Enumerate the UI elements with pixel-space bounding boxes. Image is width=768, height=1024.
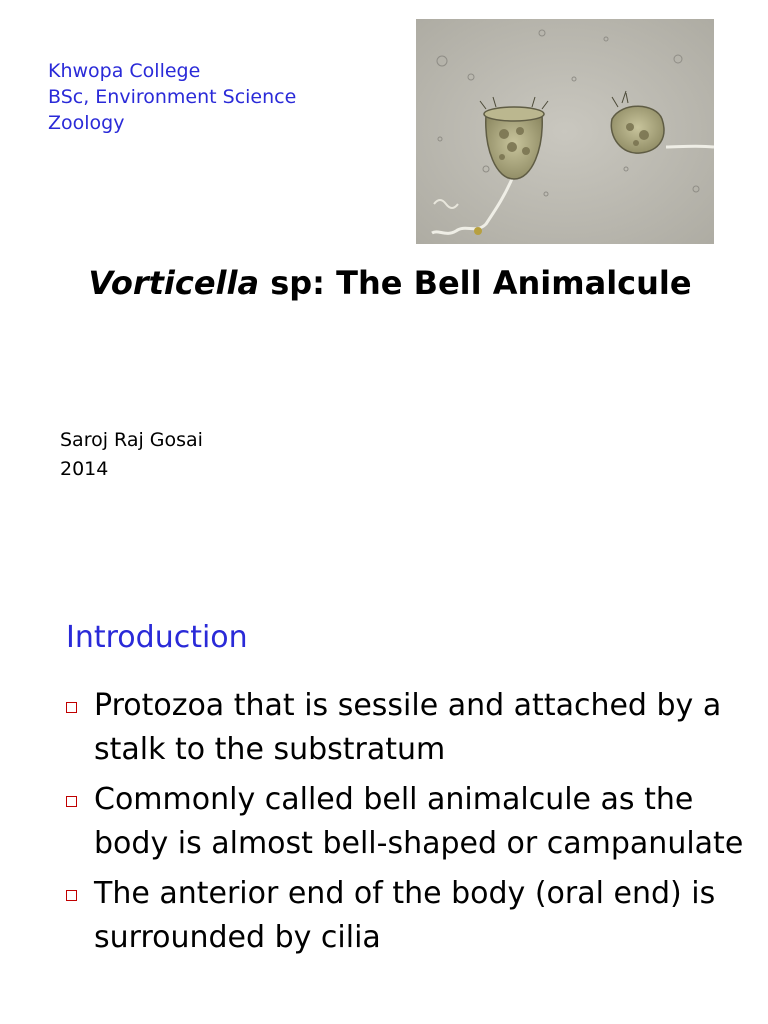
title-rest: sp: The Bell Animalcule [259,264,692,302]
subject-name: Zoology [48,112,125,134]
slide-title [0,264,768,302]
author-name: Saroj Raj Gosai [60,429,203,451]
author-year: 2014 [60,458,109,480]
institution-block [48,58,296,136]
author-block [60,426,203,484]
bullet-text: Commonly called bell animalcule as the body is almost bell-shaped or campanulate [94,782,744,861]
square-bullet-icon [66,890,77,901]
square-bullet-icon [66,796,77,807]
list-item [60,684,768,772]
list-item [60,778,768,866]
college-name: Khwopa College [48,60,201,82]
vorticella-microscope-photo [416,19,714,244]
bullet-list [60,684,768,966]
square-bullet-icon [66,702,77,713]
section-heading: Introduction [66,620,248,655]
title-genus: Vorticella [88,264,260,302]
program-name: BSc, Environment Science [48,86,297,108]
bullet-text: Protozoa that is sessile and attached by a stalk to the substratum [94,688,722,767]
list-item [60,872,768,960]
bullet-text: The anterior end of the body (oral end) is surrounded by cilia [94,876,716,955]
